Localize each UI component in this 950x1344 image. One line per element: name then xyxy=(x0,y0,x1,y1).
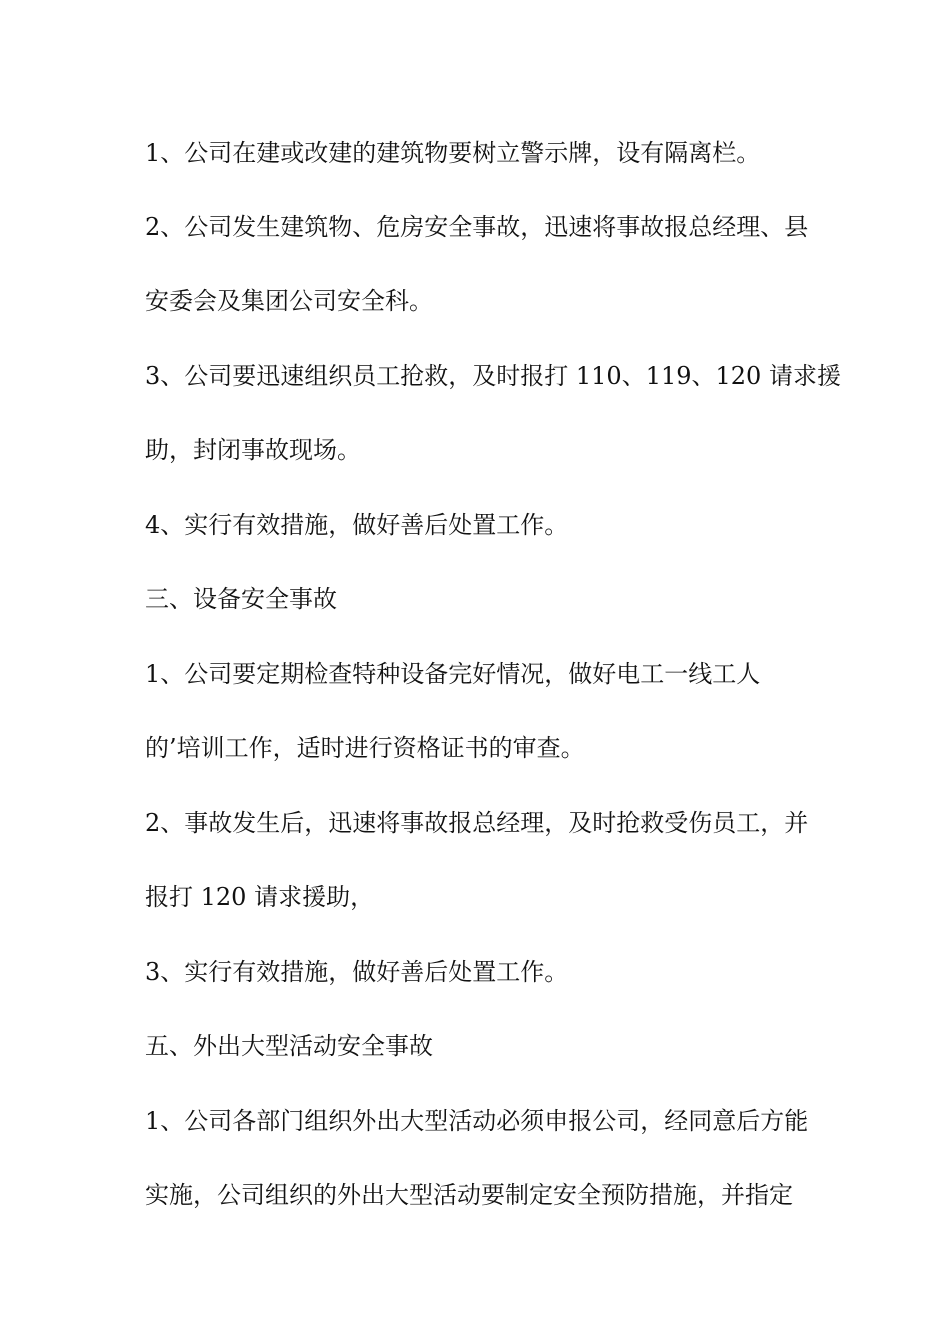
paragraph-line: 2、公司发生建筑物、危房安全事故，迅速将事故报总经理、县 xyxy=(145,213,809,241)
paragraph-line: 的’培训工作，适时进行资格证书的审查。 xyxy=(145,734,585,762)
paragraph-line: 报打 120 请求援助， xyxy=(145,883,375,911)
paragraph-line: 1、公司各部门组织外出大型活动必须申报公司，经同意后方能 xyxy=(145,1107,809,1135)
section-heading: 三、设备安全事故 xyxy=(145,585,337,613)
paragraph-line: 1、公司在建或改建的建筑物要树立警示牌，设有隔离栏。 xyxy=(145,139,761,167)
paragraph-line: 3、实行有效措施，做好善后处置工作。 xyxy=(145,958,569,986)
paragraph-line: 3、公司要迅速组织员工抢救，及时报打 110、119、120 请求援 xyxy=(145,362,841,390)
paragraph-line: 2、事故发生后，迅速将事故报总经理，及时抢救受伤员工，并 xyxy=(145,809,809,837)
paragraph-line: 安委会及集团公司安全科。 xyxy=(145,287,433,315)
paragraph-line: 1、公司要定期检查特种设备完好情况，做好电工一线工人 xyxy=(145,660,761,688)
paragraph-line: 4、实行有效措施，做好善后处置工作。 xyxy=(145,511,569,539)
paragraph-line: 助，封闭事故现场。 xyxy=(145,436,361,464)
section-heading: 五、外出大型活动安全事故 xyxy=(145,1032,433,1060)
paragraph-line: 实施，公司组织的外出大型活动要制定安全预防措施，并指定 xyxy=(145,1181,793,1209)
